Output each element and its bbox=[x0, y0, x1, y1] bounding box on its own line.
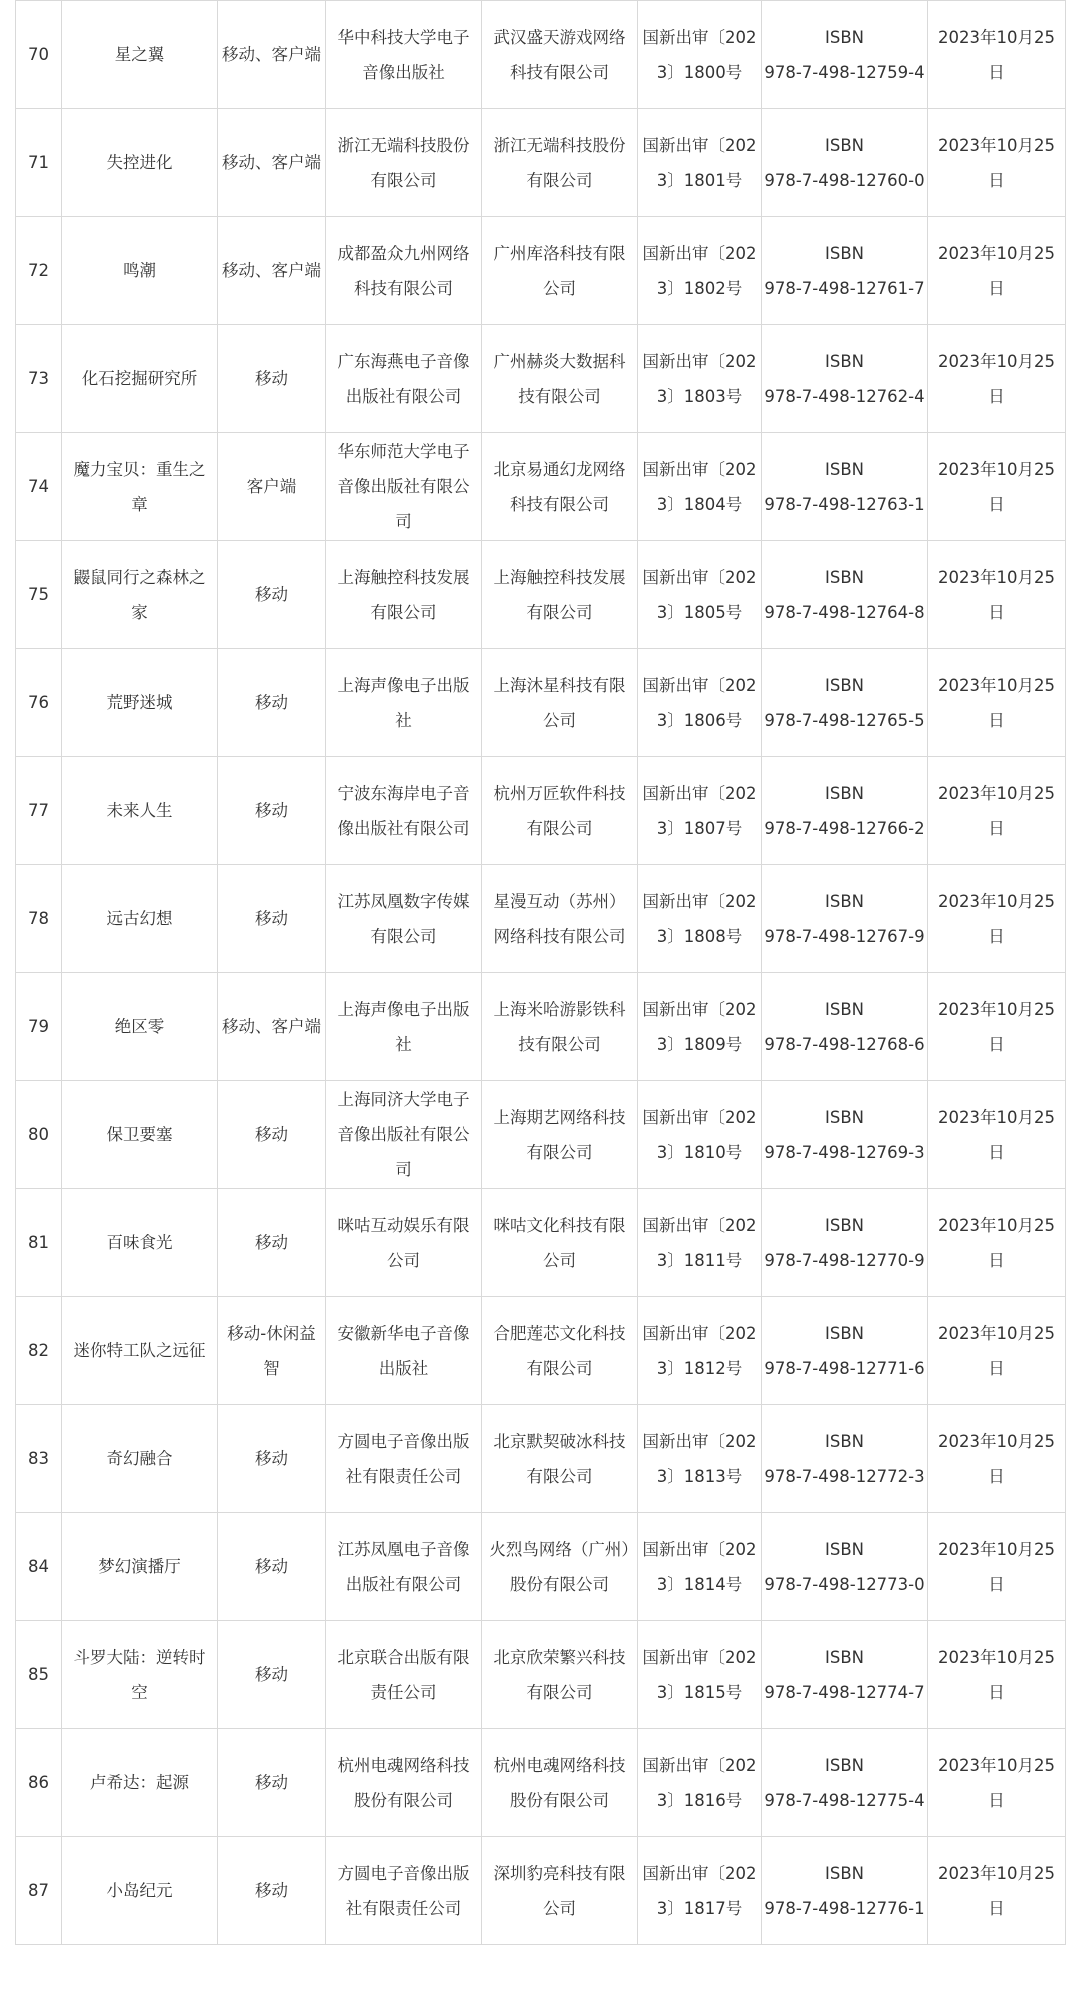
isbn-number: 978-7-498-12769-3 bbox=[764, 1142, 925, 1162]
table-row bbox=[16, 325, 1066, 433]
cell-approval-date: 2023年10月25日 bbox=[928, 1513, 1066, 1621]
cell-game-name: 魔力宝贝：重生之章 bbox=[62, 433, 218, 541]
cell-operator: 广州库洛科技有限公司 bbox=[482, 217, 638, 325]
cell-publisher: 上海同济大学电子音像出版社有限公司 bbox=[326, 1081, 482, 1189]
isbn-label: ISBN bbox=[824, 27, 864, 47]
cell-approval-date: 2023年10月25日 bbox=[928, 1189, 1066, 1297]
cell-game-name: 化石挖掘研究所 bbox=[62, 325, 218, 433]
cell-publisher: 宁波东海岸电子音像出版社有限公司 bbox=[326, 757, 482, 865]
isbn-number: 978-7-498-12764-8 bbox=[764, 602, 925, 622]
cell-publisher: 杭州电魂网络科技股份有限公司 bbox=[326, 1729, 482, 1837]
cell-game-name: 星之翼 bbox=[62, 1, 218, 109]
isbn-number: 978-7-498-12776-1 bbox=[764, 1898, 925, 1918]
isbn-number: 978-7-498-12774-7 bbox=[764, 1682, 925, 1702]
table-row bbox=[16, 1, 1066, 109]
table-row bbox=[16, 217, 1066, 325]
isbn-number: 978-7-498-12763-1 bbox=[764, 494, 925, 514]
isbn-number: 978-7-498-12770-9 bbox=[764, 1250, 925, 1270]
game-approval-list bbox=[15, 0, 1065, 1945]
cell-number: 81 bbox=[16, 1189, 62, 1297]
cell-platform: 移动 bbox=[218, 541, 326, 649]
isbn-label: ISBN bbox=[824, 999, 864, 1019]
cell-approval-number: 国新出审〔2023〕1814号 bbox=[638, 1513, 762, 1621]
cell-approval-number: 国新出审〔2023〕1813号 bbox=[638, 1405, 762, 1513]
cell-isbn bbox=[762, 1081, 928, 1189]
cell-publisher: 上海声像电子出版社 bbox=[326, 973, 482, 1081]
isbn-label: ISBN bbox=[824, 891, 864, 911]
cell-isbn bbox=[762, 865, 928, 973]
table-row bbox=[16, 973, 1066, 1081]
cell-isbn bbox=[762, 325, 928, 433]
cell-operator: 北京默契破冰科技有限公司 bbox=[482, 1405, 638, 1513]
cell-approval-date: 2023年10月25日 bbox=[928, 109, 1066, 217]
isbn-number: 978-7-498-12775-4 bbox=[764, 1790, 925, 1810]
table-row bbox=[16, 1621, 1066, 1729]
cell-game-name: 斗罗大陆：逆转时空 bbox=[62, 1621, 218, 1729]
cell-approval-date: 2023年10月25日 bbox=[928, 433, 1066, 541]
cell-game-name: 远古幻想 bbox=[62, 865, 218, 973]
cell-approval-number: 国新出审〔2023〕1811号 bbox=[638, 1189, 762, 1297]
isbn-number: 978-7-498-12760-0 bbox=[764, 170, 925, 190]
cell-isbn bbox=[762, 973, 928, 1081]
cell-isbn bbox=[762, 1513, 928, 1621]
cell-game-name: 梦幻演播厅 bbox=[62, 1513, 218, 1621]
isbn-label: ISBN bbox=[824, 243, 864, 263]
cell-isbn bbox=[762, 541, 928, 649]
cell-approval-date: 2023年10月25日 bbox=[928, 1297, 1066, 1405]
cell-number: 87 bbox=[16, 1837, 62, 1945]
cell-operator: 星漫互动（苏州）网络科技有限公司 bbox=[482, 865, 638, 973]
table-row bbox=[16, 541, 1066, 649]
cell-game-name: 未来人生 bbox=[62, 757, 218, 865]
cell-platform: 移动、客户端 bbox=[218, 973, 326, 1081]
cell-game-name: 荒野迷城 bbox=[62, 649, 218, 757]
cell-number: 74 bbox=[16, 433, 62, 541]
cell-approval-number: 国新出审〔2023〕1805号 bbox=[638, 541, 762, 649]
isbn-label: ISBN bbox=[824, 1215, 864, 1235]
cell-operator: 广州赫炎大数据科技有限公司 bbox=[482, 325, 638, 433]
isbn-label: ISBN bbox=[824, 783, 864, 803]
isbn-number: 978-7-498-12767-9 bbox=[764, 926, 925, 946]
cell-operator: 浙江无端科技股份有限公司 bbox=[482, 109, 638, 217]
cell-number: 73 bbox=[16, 325, 62, 433]
cell-platform: 移动 bbox=[218, 1621, 326, 1729]
cell-isbn bbox=[762, 433, 928, 541]
cell-publisher: 方圆电子音像出版社有限责任公司 bbox=[326, 1405, 482, 1513]
cell-platform: 移动 bbox=[218, 1513, 326, 1621]
cell-approval-date: 2023年10月25日 bbox=[928, 1729, 1066, 1837]
cell-publisher: 咪咕互动娱乐有限公司 bbox=[326, 1189, 482, 1297]
cell-platform: 移动、客户端 bbox=[218, 1, 326, 109]
isbn-label: ISBN bbox=[824, 351, 864, 371]
cell-game-name: 奇幻融合 bbox=[62, 1405, 218, 1513]
cell-approval-date: 2023年10月25日 bbox=[928, 217, 1066, 325]
cell-approval-date: 2023年10月25日 bbox=[928, 649, 1066, 757]
cell-isbn bbox=[762, 1297, 928, 1405]
table-row bbox=[16, 865, 1066, 973]
cell-isbn bbox=[762, 1729, 928, 1837]
cell-approval-number: 国新出审〔2023〕1816号 bbox=[638, 1729, 762, 1837]
cell-publisher: 江苏凤凰电子音像出版社有限公司 bbox=[326, 1513, 482, 1621]
cell-game-name: 小岛纪元 bbox=[62, 1837, 218, 1945]
cell-operator: 合肥莲芯文化科技有限公司 bbox=[482, 1297, 638, 1405]
cell-platform: 移动 bbox=[218, 1837, 326, 1945]
cell-number: 77 bbox=[16, 757, 62, 865]
table-row bbox=[16, 1729, 1066, 1837]
cell-number: 79 bbox=[16, 973, 62, 1081]
cell-game-name: 失控进化 bbox=[62, 109, 218, 217]
cell-publisher: 浙江无端科技股份有限公司 bbox=[326, 109, 482, 217]
cell-platform: 移动 bbox=[218, 1405, 326, 1513]
cell-approval-date: 2023年10月25日 bbox=[928, 973, 1066, 1081]
cell-operator: 火烈鸟网络（广州）股份有限公司 bbox=[482, 1513, 638, 1621]
cell-approval-number: 国新出审〔2023〕1812号 bbox=[638, 1297, 762, 1405]
cell-isbn bbox=[762, 217, 928, 325]
table-row bbox=[16, 757, 1066, 865]
isbn-label: ISBN bbox=[824, 1647, 864, 1667]
table-row bbox=[16, 1513, 1066, 1621]
cell-approval-date: 2023年10月25日 bbox=[928, 757, 1066, 865]
cell-approval-date: 2023年10月25日 bbox=[928, 1837, 1066, 1945]
cell-operator: 上海触控科技发展有限公司 bbox=[482, 541, 638, 649]
cell-approval-number: 国新出审〔2023〕1800号 bbox=[638, 1, 762, 109]
cell-approval-number: 国新出审〔2023〕1803号 bbox=[638, 325, 762, 433]
cell-publisher: 上海触控科技发展有限公司 bbox=[326, 541, 482, 649]
cell-platform: 移动 bbox=[218, 649, 326, 757]
cell-approval-number: 国新出审〔2023〕1802号 bbox=[638, 217, 762, 325]
cell-approval-number: 国新出审〔2023〕1810号 bbox=[638, 1081, 762, 1189]
cell-approval-date: 2023年10月25日 bbox=[928, 1081, 1066, 1189]
cell-operator: 咪咕文化科技有限公司 bbox=[482, 1189, 638, 1297]
isbn-label: ISBN bbox=[824, 1863, 864, 1883]
cell-operator: 上海期艺网络科技有限公司 bbox=[482, 1081, 638, 1189]
cell-isbn bbox=[762, 1, 928, 109]
isbn-label: ISBN bbox=[824, 1323, 864, 1343]
cell-publisher: 上海声像电子出版社 bbox=[326, 649, 482, 757]
isbn-label: ISBN bbox=[824, 567, 864, 587]
cell-number: 70 bbox=[16, 1, 62, 109]
cell-number: 75 bbox=[16, 541, 62, 649]
isbn-number: 978-7-498-12761-7 bbox=[764, 278, 925, 298]
cell-game-name: 迷你特工队之远征 bbox=[62, 1297, 218, 1405]
cell-operator: 上海米哈游影铁科技有限公司 bbox=[482, 973, 638, 1081]
isbn-label: ISBN bbox=[824, 1539, 864, 1559]
isbn-label: ISBN bbox=[824, 1431, 864, 1451]
cell-approval-number: 国新出审〔2023〕1807号 bbox=[638, 757, 762, 865]
cell-game-name: 鼹鼠同行之森林之家 bbox=[62, 541, 218, 649]
table-row bbox=[16, 433, 1066, 541]
cell-platform: 移动 bbox=[218, 1189, 326, 1297]
isbn-number: 978-7-498-12773-0 bbox=[764, 1574, 925, 1594]
cell-approval-number: 国新出审〔2023〕1806号 bbox=[638, 649, 762, 757]
cell-operator: 深圳豹亮科技有限公司 bbox=[482, 1837, 638, 1945]
cell-publisher: 广东海燕电子音像出版社有限公司 bbox=[326, 325, 482, 433]
cell-approval-number: 国新出审〔2023〕1815号 bbox=[638, 1621, 762, 1729]
isbn-number: 978-7-498-12772-3 bbox=[764, 1466, 925, 1486]
cell-game-name: 鸣潮 bbox=[62, 217, 218, 325]
isbn-label: ISBN bbox=[824, 1755, 864, 1775]
cell-platform: 客户端 bbox=[218, 433, 326, 541]
cell-isbn bbox=[762, 1621, 928, 1729]
cell-number: 71 bbox=[16, 109, 62, 217]
cell-publisher: 华东师范大学电子音像出版社有限公司 bbox=[326, 433, 482, 541]
cell-game-name: 保卫要塞 bbox=[62, 1081, 218, 1189]
cell-platform: 移动 bbox=[218, 757, 326, 865]
cell-game-name: 百味食光 bbox=[62, 1189, 218, 1297]
cell-platform: 移动 bbox=[218, 325, 326, 433]
cell-approval-date: 2023年10月25日 bbox=[928, 541, 1066, 649]
cell-approval-number: 国新出审〔2023〕1808号 bbox=[638, 865, 762, 973]
cell-number: 86 bbox=[16, 1729, 62, 1837]
cell-number: 84 bbox=[16, 1513, 62, 1621]
cell-operator: 杭州电魂网络科技股份有限公司 bbox=[482, 1729, 638, 1837]
cell-number: 72 bbox=[16, 217, 62, 325]
cell-approval-number: 国新出审〔2023〕1817号 bbox=[638, 1837, 762, 1945]
cell-operator: 杭州万匠软件科技有限公司 bbox=[482, 757, 638, 865]
cell-operator: 武汉盛天游戏网络科技有限公司 bbox=[482, 1, 638, 109]
table-row bbox=[16, 1189, 1066, 1297]
table-row bbox=[16, 1297, 1066, 1405]
cell-publisher: 方圆电子音像出版社有限责任公司 bbox=[326, 1837, 482, 1945]
cell-game-name: 绝区零 bbox=[62, 973, 218, 1081]
cell-operator: 北京易通幻龙网络科技有限公司 bbox=[482, 433, 638, 541]
cell-number: 85 bbox=[16, 1621, 62, 1729]
isbn-number: 978-7-498-12759-4 bbox=[764, 62, 925, 82]
approval-table bbox=[15, 0, 1066, 1945]
cell-game-name: 卢希达：起源 bbox=[62, 1729, 218, 1837]
cell-isbn bbox=[762, 649, 928, 757]
cell-approval-date: 2023年10月25日 bbox=[928, 1405, 1066, 1513]
cell-operator: 上海沐星科技有限公司 bbox=[482, 649, 638, 757]
isbn-label: ISBN bbox=[824, 675, 864, 695]
table-row bbox=[16, 1405, 1066, 1513]
cell-number: 78 bbox=[16, 865, 62, 973]
cell-platform: 移动、客户端 bbox=[218, 217, 326, 325]
cell-platform: 移动 bbox=[218, 865, 326, 973]
cell-platform: 移动-休闲益智 bbox=[218, 1297, 326, 1405]
cell-publisher: 成都盈众九州网络科技有限公司 bbox=[326, 217, 482, 325]
isbn-label: ISBN bbox=[824, 1107, 864, 1127]
table-row bbox=[16, 649, 1066, 757]
table-row bbox=[16, 1837, 1066, 1945]
cell-number: 80 bbox=[16, 1081, 62, 1189]
cell-approval-number: 国新出审〔2023〕1804号 bbox=[638, 433, 762, 541]
cell-publisher: 江苏凤凰数字传媒有限公司 bbox=[326, 865, 482, 973]
cell-approval-date: 2023年10月25日 bbox=[928, 1, 1066, 109]
cell-platform: 移动 bbox=[218, 1081, 326, 1189]
cell-isbn bbox=[762, 109, 928, 217]
isbn-number: 978-7-498-12766-2 bbox=[764, 818, 925, 838]
cell-approval-number: 国新出审〔2023〕1801号 bbox=[638, 109, 762, 217]
cell-operator: 北京欣荣繁兴科技有限公司 bbox=[482, 1621, 638, 1729]
isbn-number: 978-7-498-12762-4 bbox=[764, 386, 925, 406]
isbn-number: 978-7-498-12771-6 bbox=[764, 1358, 925, 1378]
cell-number: 82 bbox=[16, 1297, 62, 1405]
cell-platform: 移动、客户端 bbox=[218, 109, 326, 217]
cell-isbn bbox=[762, 1405, 928, 1513]
isbn-label: ISBN bbox=[824, 459, 864, 479]
cell-isbn bbox=[762, 1837, 928, 1945]
table-row bbox=[16, 109, 1066, 217]
table-body bbox=[16, 1, 1066, 1945]
cell-publisher: 安徽新华电子音像出版社 bbox=[326, 1297, 482, 1405]
cell-isbn bbox=[762, 1189, 928, 1297]
cell-approval-date: 2023年10月25日 bbox=[928, 1621, 1066, 1729]
cell-approval-date: 2023年10月25日 bbox=[928, 325, 1066, 433]
cell-publisher: 华中科技大学电子音像出版社 bbox=[326, 1, 482, 109]
cell-number: 76 bbox=[16, 649, 62, 757]
isbn-number: 978-7-498-12765-5 bbox=[764, 710, 925, 730]
cell-number: 83 bbox=[16, 1405, 62, 1513]
isbn-label: ISBN bbox=[824, 135, 864, 155]
isbn-number: 978-7-498-12768-6 bbox=[764, 1034, 925, 1054]
cell-approval-number: 国新出审〔2023〕1809号 bbox=[638, 973, 762, 1081]
table-row bbox=[16, 1081, 1066, 1189]
cell-isbn bbox=[762, 757, 928, 865]
cell-approval-date: 2023年10月25日 bbox=[928, 865, 1066, 973]
cell-publisher: 北京联合出版有限责任公司 bbox=[326, 1621, 482, 1729]
cell-platform: 移动 bbox=[218, 1729, 326, 1837]
